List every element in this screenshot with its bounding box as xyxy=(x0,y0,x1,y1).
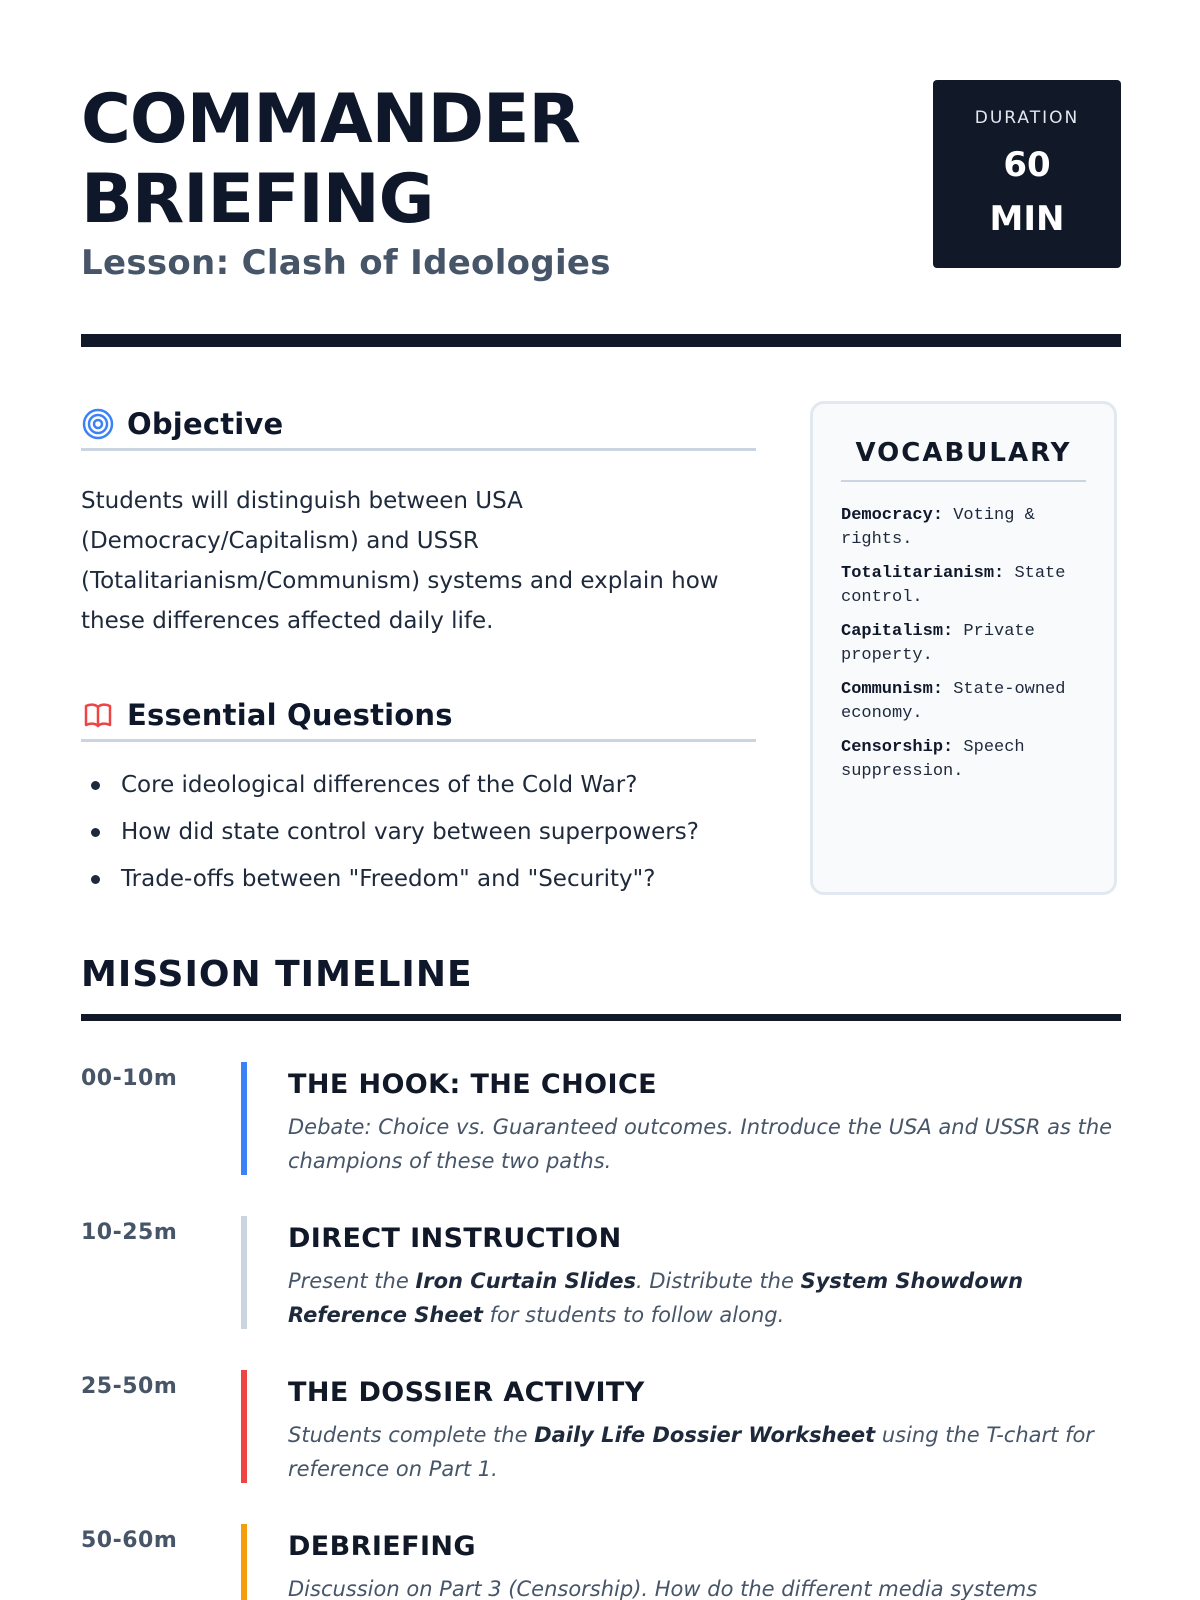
description-text: . Distribute the xyxy=(635,1269,801,1293)
vocab-definition: Voting & rights. xyxy=(841,506,1035,549)
vocab-item xyxy=(841,562,1086,610)
timeline-time: 00-10m xyxy=(81,1066,178,1091)
list-item xyxy=(81,817,756,847)
vocab-definition: State-owned economy. xyxy=(841,680,1066,723)
timeline-body xyxy=(288,1376,1118,1486)
timeline-accent-bar xyxy=(241,1524,247,1600)
essential-questions-section xyxy=(81,691,756,894)
vocab-term: Capitalism: xyxy=(841,622,954,641)
vocab-item xyxy=(841,504,1086,552)
description-text: Present the xyxy=(288,1269,416,1293)
vocab-item xyxy=(841,620,1086,668)
vocab-definition: Speech suppression. xyxy=(841,738,1025,781)
timeline-body xyxy=(288,1530,1118,1600)
description-text: using the T-chart for reference on Part 1. xyxy=(288,1423,1094,1481)
essential-questions-header xyxy=(81,691,756,742)
vocab-term: Communism: xyxy=(841,680,944,699)
list-item xyxy=(81,864,756,894)
header xyxy=(81,80,1121,300)
vocab-item xyxy=(841,678,1086,726)
timeline-row xyxy=(81,1062,1121,1216)
question-text: Trade-offs between "Freedom" and "Security"? xyxy=(121,866,656,892)
target-icon xyxy=(81,407,115,441)
bullet-icon xyxy=(91,781,100,790)
essential-questions-list xyxy=(81,770,756,894)
question-text: Core ideological differences of the Cold War? xyxy=(121,772,638,798)
book-icon xyxy=(81,698,115,732)
timeline-accent-bar xyxy=(241,1216,247,1329)
resource-name: System Showdown Reference Sheet xyxy=(288,1269,1024,1327)
resource-name: Daily Life Dossier Worksheet xyxy=(534,1423,876,1447)
objective-heading: Objective xyxy=(127,407,284,441)
lesson-briefing-page xyxy=(81,0,1121,1600)
essential-questions-heading: Essential Questions xyxy=(127,698,453,732)
timeline-title: THE HOOK: THE CHOICE xyxy=(288,1069,658,1100)
timeline-time: 50-60m xyxy=(81,1528,178,1553)
timeline-title: DIRECT INSTRUCTION xyxy=(288,1223,622,1254)
timeline-accent-bar xyxy=(241,1370,247,1483)
lesson-subtitle: Lesson: Clash of Ideologies xyxy=(81,243,611,283)
timeline-heading: MISSION TIMELINE xyxy=(81,954,473,995)
timeline-body xyxy=(288,1222,1118,1332)
vocabulary-card xyxy=(810,401,1117,895)
timeline-time: 25-50m xyxy=(81,1374,178,1399)
resource-name: Iron Curtain Slides xyxy=(415,1269,636,1293)
vocabulary-list xyxy=(841,504,1086,784)
vocab-item xyxy=(841,736,1086,784)
timeline-description xyxy=(288,1110,1118,1178)
page-title xyxy=(81,80,781,240)
duration-label: DURATION xyxy=(974,108,1080,128)
list-item xyxy=(81,770,756,800)
duration-badge xyxy=(933,80,1121,268)
timeline-body xyxy=(288,1068,1118,1178)
description-text: for students to follow along. xyxy=(482,1303,785,1327)
question-text: How did state control vary between superpowers? xyxy=(121,819,699,845)
objective-text: Students will distinguish between USA (Democracy/Capitalism) and USSR (Totalitarianism/Communism) systems and explain how these differences affected daily life. xyxy=(81,488,719,634)
timeline-description xyxy=(288,1572,1118,1600)
vocab-definition: Private property. xyxy=(841,622,1035,665)
timeline-divider xyxy=(81,1014,1121,1021)
title-line-1: COMMANDER xyxy=(81,80,580,159)
vocab-term: Totalitarianism: xyxy=(841,564,1005,583)
vocab-term: Censorship: xyxy=(841,738,954,757)
bullet-icon xyxy=(91,875,100,884)
description-text: Students complete the xyxy=(288,1423,535,1447)
vocab-term: Democracy: xyxy=(841,506,944,525)
vocabulary-heading: VOCABULARY xyxy=(841,438,1086,482)
timeline-description xyxy=(288,1418,1118,1486)
timeline-row xyxy=(81,1370,1121,1524)
duration-value: 60 MIN xyxy=(989,145,1065,239)
header-divider xyxy=(81,334,1121,347)
timeline-accent-bar xyxy=(241,1062,247,1175)
timeline-row xyxy=(81,1216,1121,1370)
left-column xyxy=(81,400,756,911)
timeline-description xyxy=(288,1264,1118,1332)
bullet-icon xyxy=(91,828,100,837)
timeline-row xyxy=(81,1524,1121,1600)
title-line-2: BRIEFING xyxy=(81,160,434,239)
timeline-time: 10-25m xyxy=(81,1220,178,1245)
description-text: Discussion on Part 3 (Censorship). How do the different media systems xyxy=(288,1577,1038,1600)
vocab-definition: State control. xyxy=(841,564,1066,607)
timeline-title: THE DOSSIER ACTIVITY xyxy=(288,1377,645,1408)
timeline xyxy=(81,1062,1121,1600)
objective-header xyxy=(81,400,756,451)
description-text: Debate: Choice vs. Guaranteed outcomes. Introduce the USA and USSR as the champions of these two paths. xyxy=(288,1115,1113,1173)
timeline-title: DEBRIEFING xyxy=(288,1531,476,1562)
